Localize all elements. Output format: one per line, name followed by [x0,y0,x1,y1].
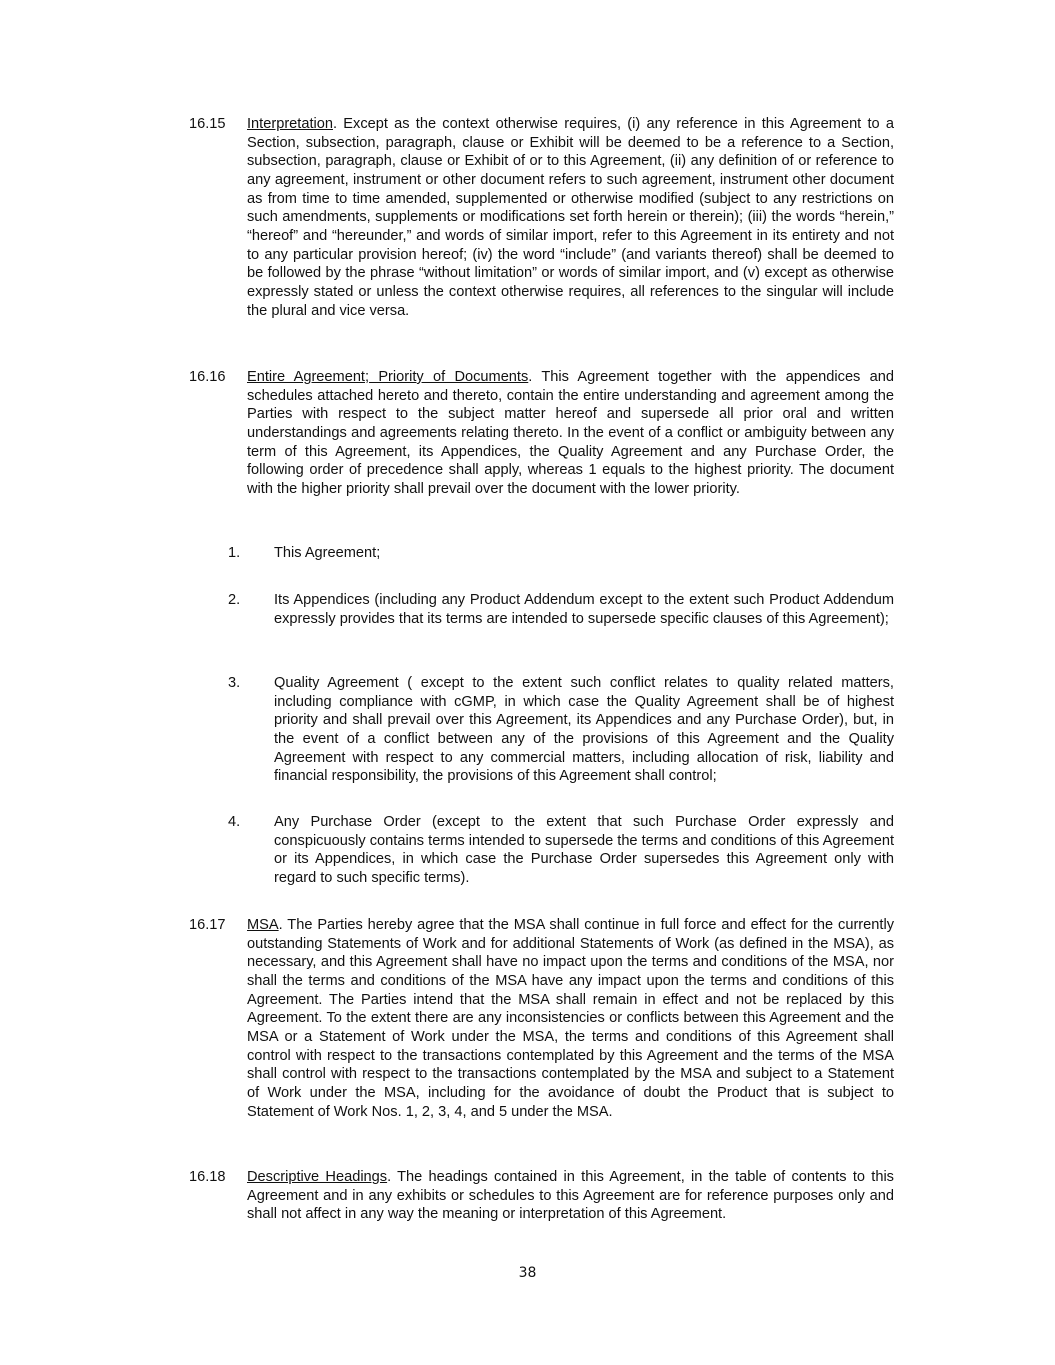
section-heading: Entire Agreement; Priority of Documents [247,369,529,385]
section-number: 16.16 [189,369,226,385]
section-16-18 [189,1168,894,1224]
list-item-text: Quality Agreement ( except to the extent such conflict relates to quality related matters, including compliance with cGMP, in which case the Quality Agreement shall be of highest priority and shall prevail over this Agreement, its Appendices and any Purchase Order), but, in the event of a conflict between any of the provisions of this Agreement and the Quality Agreement with respect to any commercial matters, including allocation of risk, liability and financial responsibility, the provisions of this Agreement shall control; [274,675,894,785]
section-text: . The headings contained in this Agreement, in the table of contents to this Agreement and in any exhibits or schedules to this Agreement are for reference purposes only and shall not affect in any way the meaning or interpretation of this Agreement. [247,1169,894,1223]
list-item-number: 1. [228,545,241,561]
section-heading: Descriptive Headings [247,1169,388,1185]
section-number: 16.18 [189,1169,226,1185]
list-item-text: Any Purchase Order (except to the extent that such Purchase Order expressly and conspicuously contains terms intended to supersede the terms and conditions of this Agreement or its Appendices, in which case the Purchase Order supersedes this Agreement only with regard to such specific terms). [274,814,894,886]
priority-list-item [228,544,894,563]
section-body [247,916,894,1121]
section-number: 16.15 [189,116,226,132]
section-16-15 [189,115,894,320]
section-text: . The Parties hereby agree that the MSA shall continue in full force and effect for the currently outstanding Statements of Work and for additional Statements of Work (as defined in the MSA), as necessary, and this Agreement shall have no impact upon the terms and conditions of the MSA, nor shall the terms and conditions of the MSA have any impact upon the terms and conditions of this Agreement. The Parties intend that the MSA shall remain in effect and not be replaced by this Agreement. To the extent there are any inconsistencies or conflicts between this Agreement and the MSA or a Statement of Work under the MSA, the terms and conditions of this Agreement shall control with respect to the transactions contemplated by this Agreement and the terms of the MSA shall control with respect to the transactions contemplated by the MSA and subject to a Statement of Work under the MSA, including for the avoidance of doubt the Product that is subject to Statement of Work Nos. 1, 2, 3, 4, and 5 under the MSA. [247,917,894,1120]
list-item-text: This Agreement; [274,545,381,561]
list-item-number: 4. [228,814,241,830]
page-number: 38 [518,1265,537,1281]
priority-list-item [228,674,894,786]
list-item-number: 3. [228,675,241,691]
priority-list-item [228,591,894,628]
section-heading: Interpretation [247,116,333,132]
list-item-text: Its Appendices (including any Product Addendum except to the extent such Product Addendum expressly provides that its terms are intended to supersede specific clauses of this Agreement); [274,592,894,627]
priority-list-item [228,813,894,888]
section-body [247,1168,894,1224]
section-16-17 [189,916,894,1121]
section-body [247,115,894,320]
section-heading: MSA [247,917,279,933]
section-text: . Except as the context otherwise requires, (i) any reference in this Agreement to a Section, subsection, paragraph, clause or Exhibit will be deemed to be a reference to a Section, subsection, paragraph, clause or Exhibit of or to this Agreement, (ii) any definition of or reference to any agreement, instrument or other document refers to such agreement, instrument other document as from time to time amended, supplemented or otherwise modified (subject to any restrictions on such amendments, supplements or modifications set forth herein or therein); (iii) the words “herein,” “hereof” and “hereunder,” and words of similar import, refer to this Agreement in its entirety and not to any particular provision hereof; (iv) the word “include” (and variants thereof) shall be deemed to be followed by the phrase “without limitation” or words of similar import, and (v) except as otherwise expressly stated or unless the context otherwise requires, all references to the singular will include the plural and vice versa. [247,116,894,319]
list-item-number: 2. [228,592,241,608]
section-body [247,368,894,499]
section-16-16 [189,368,894,499]
section-text: . This Agreement together with the appendices and schedules attached hereto and thereto, contain the entire understanding and agreement among the Parties with respect to the subject matter hereof and supersede all prior oral and written understandings and agreements relating thereto. In the event of a conflict or ambiguity between any term of this Agreement, its Appendices, the Quality Agreement and any Purchase Order, the following order of precedence shall apply, whereas 1 equals to the highest priority. The document with the higher priority shall prevail over the document with the lower priority. [247,369,894,497]
section-number: 16.17 [189,917,226,933]
